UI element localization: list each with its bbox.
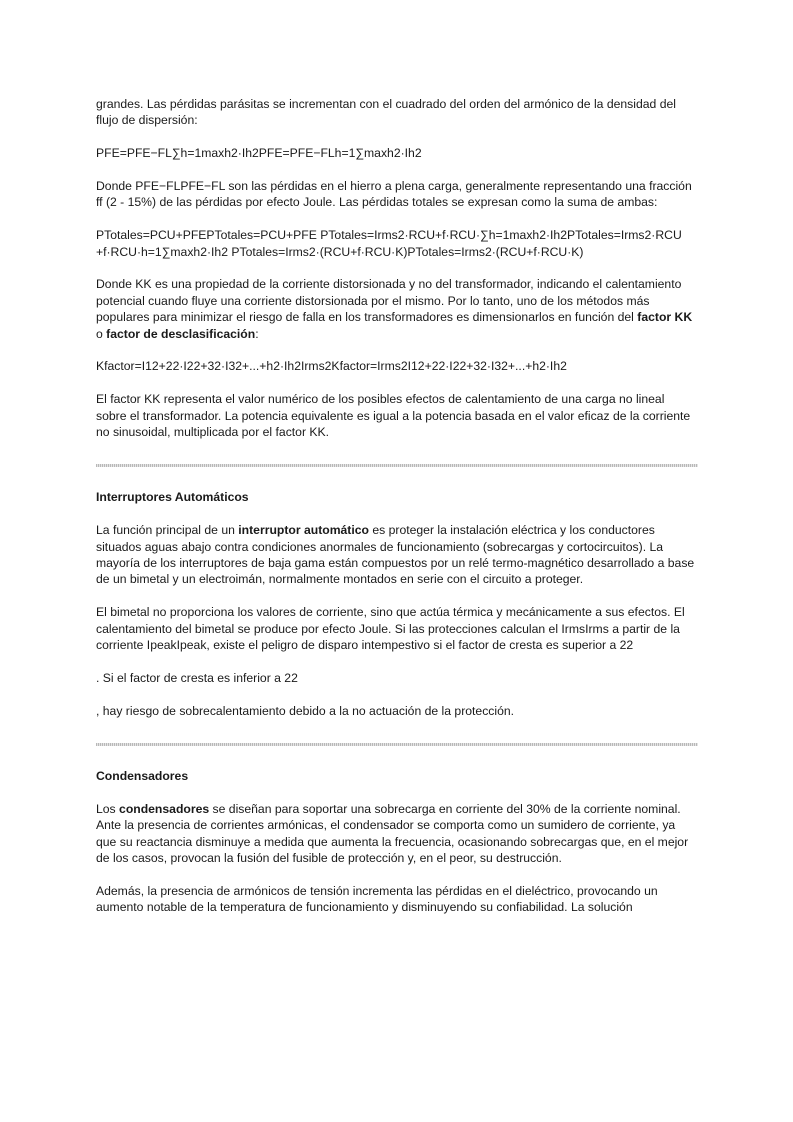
- paragraph-iron-losses: Donde PFE−FLPFE−FL son las pérdidas en el hierro a plena carga, generalmente representando una fracción ff (2 - 15%) de las pérdidas por efecto Joule. Las pérdidas totales se expresan como la suma de ambas:: [96, 179, 692, 210]
- section-divider: [96, 464, 698, 467]
- formula-k-factor: Kfactor=I12+22·I22+32·I32+...+h2·Ih2Irms2Kfactor=Irms2I12+22·I22+32·I32+...+h2·Ih2: [96, 359, 567, 374]
- bold-capacitors: condensadores: [119, 801, 210, 816]
- bold-factor-k: factor KK: [637, 310, 693, 325]
- document-body: [96, 96, 698, 932]
- paragraph-overheating: , hay riesgo de sobrecalentamiento debido a la no actuación de la protección.: [96, 703, 515, 718]
- paragraph-k-factor-intro: Donde KK es una propiedad de la corriente distorsionada y no del transformador, indicando el calentamiento potencial cuando fluye una corriente distorsionada por el mismo. Por lo tanto, uno de los métodos más populares para minimizar el riesgo de falla en los transformadores es dimensionarlos en función del factor KK o factor de desclasificación:: [96, 277, 693, 341]
- formula-iron-losses: PFE=PFE−FL∑h=1maxh2·Ih2PFE=PFE−FLh=1∑maxh2·Ih2: [96, 146, 422, 161]
- formula-total-losses: PTotales=PCU+PFEPTotales=PCU+PFE PTotales=Irms2·RCU+f·RCU·∑h=1maxh2·Ih2PTotales=Irms2·RCU +f·RCU·h=1∑maxh2·Ih2 PTotales=Irms2·(RCU+f·RCU·K)PTotales=Irms2·(RCU+f·RCU·K): [96, 228, 682, 259]
- section-divider: [96, 743, 698, 746]
- bold-automatic-breaker: interruptor automático: [238, 523, 369, 538]
- paragraph-breaker-function: La función principal de un interruptor automático es proteger la instalación eléctrica y los conductores situados aguas abajo contra condiciones anormales de funcionamiento (sobrecargas y cortocircuitos). La mayoría de los interruptores de baja gama están compuestos por un relé termo-magnético desarrollado a base de un bimetal y un electroimán, normalmente montados en serie con el circuito a proteger.: [96, 523, 695, 587]
- paragraph-bimetal: El bimetal no proporciona los valores de corriente, sino que actúa térmica y mecánicamente a sus efectos. El calentamiento del bimetal se produce por efecto Joule. Si las protecciones calculan el IrmsIrms a partir de la corriente IpeakIpeak, existe el peligro de disparo intempestivo si el factor de cresta es superior a 22: [96, 605, 685, 653]
- paragraph-dielectric-losses: Además, la presencia de armónicos de tensión incrementa las pérdidas en el dieléctrico, provocando un aumento notable de la temperatura de funcionamiento y disminuyendo su confiabilidad. La solución: [96, 883, 658, 915]
- paragraph-k-factor-meaning: El factor KK representa el valor numérico de los posibles efectos de calentamiento de una carga no lineal sobre el transformador. La potencia equivalente es igual a la potencia basada en el valor eficaz de la corriente no sinusoidal, multiplicada por el factor KK.: [96, 392, 691, 440]
- paragraph-crest-low: . Si el factor de cresta es inferior a 22: [96, 670, 298, 685]
- paragraph-capacitors: Los condensadores se diseñan para soportar una sobrecarga en corriente del 30% de la corriente nominal. Ante la presencia de corrientes armónicas, el condensador se comporta como un sumidero de corriente, ya que su reactancia disminuye a medida que aumenta la frecuencia, ocasionando sobrecargas que, en el mejor de los casos, provocan la fusión del fusible de protección y, en el peor, su destrucción.: [96, 801, 689, 866]
- heading-interruptores: Interruptores Automáticos: [96, 490, 249, 505]
- heading-condensadores: Condensadores: [96, 769, 189, 784]
- bold-derating-factor: factor de desclasificación: [106, 326, 256, 341]
- paragraph-stray-losses: grandes. Las pérdidas parásitas se incrementan con el cuadrado del orden del armónico de la densidad del flujo de dispersión:: [96, 97, 676, 128]
